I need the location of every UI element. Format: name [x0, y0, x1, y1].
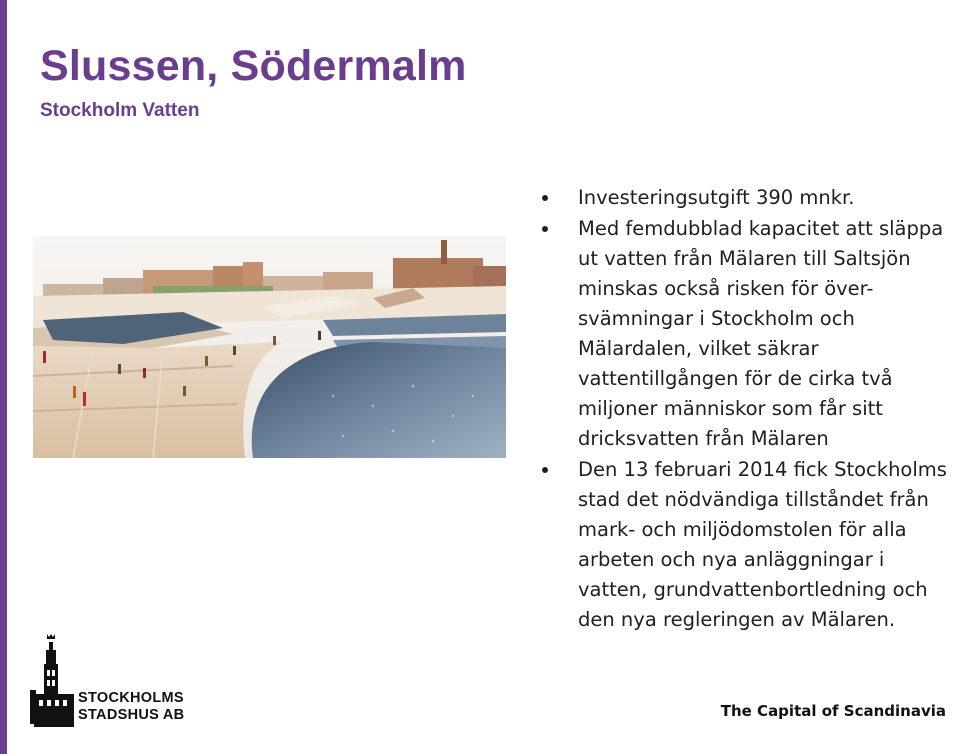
- bullet-dot-icon: [542, 226, 548, 232]
- bullet-text: Med femdubblad kapacitet att släppa ut vatten från Mälaren till Saltsjön minskas också risken för över-svämningar i Stockholm och Mälardalen, vilket säkrar vattentillgången för de cirka två miljoner människor som får sitt dricksvatten från Mälaren: [578, 217, 944, 450]
- bullet-text: Investeringsutgift 390 mnkr.: [578, 186, 855, 209]
- bullet-text: Den 13 februari 2014 fick Stockholms stad det nödvändiga tillståndet från mark- och miljödomstolen för alla arbeten och nya anläggningar i vatten, grundvattenbortledning och den nya regleringen av Mälaren.: [578, 458, 947, 631]
- bullet-item: [538, 214, 958, 454]
- bullet-item: [538, 455, 958, 635]
- capital-of-scandinavia-tagline: The Capital of Scandinavia: [720, 702, 946, 720]
- bullet-item: [538, 183, 958, 213]
- slussen-rendering-image: [33, 236, 506, 458]
- logo-line1: STOCKHOLMS: [78, 690, 184, 706]
- bullet-dot-icon: [542, 195, 548, 201]
- slide-title: Slussen, Södermalm: [40, 42, 467, 90]
- logo-line2: STADSHUS AB: [78, 707, 185, 723]
- left-accent-bar: [0, 0, 7, 754]
- slide-subtitle: Stockholm Vatten: [40, 100, 200, 121]
- bullet-dot-icon: [542, 467, 548, 473]
- bullet-list: [538, 183, 958, 636]
- logo-wordmark: [78, 690, 184, 724]
